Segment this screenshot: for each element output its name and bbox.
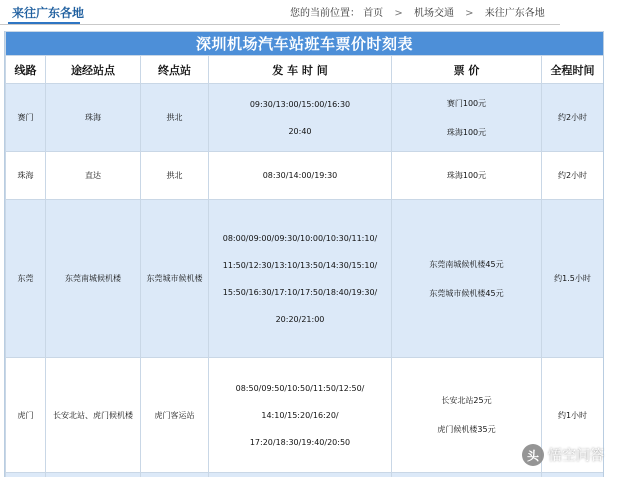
cell-terminal: 拱北 <box>141 152 209 200</box>
cell-prices <box>392 358 542 473</box>
time-line: 20:40 <box>288 126 312 136</box>
time-line: 09:30/13:00/15:00/16:30 <box>249 99 351 109</box>
time-line: 11:50/12:30/13:10/13:50/14:30/15:10/ <box>222 260 378 270</box>
time-line: 14:10/15:20/16:20/ <box>261 410 339 420</box>
watermark <box>522 441 640 469</box>
cell-prices <box>392 84 542 152</box>
cell-times <box>209 358 392 473</box>
table-title-row <box>6 32 604 56</box>
price-line: 东莞南城候机楼45元 <box>429 259 504 269</box>
breadcrumb-prefix: 您的当前位置： <box>290 8 360 19</box>
price-line: 赛门100元 <box>446 98 487 108</box>
time-line: 08:30/14:00/19:30 <box>262 171 338 180</box>
cell-line: 虎门 <box>6 358 46 473</box>
header-divider <box>0 24 560 25</box>
table-row <box>6 473 604 477</box>
cell-line: 东莞 <box>6 200 46 358</box>
price-line: 长安北站25元 <box>441 396 492 405</box>
cell-times <box>209 200 392 358</box>
section-title[interactable]: 来往广东各地 <box>12 6 85 20</box>
cell-line: 珠海 <box>6 152 46 200</box>
cell-via: 直达 <box>46 152 141 200</box>
table-row <box>6 358 604 473</box>
cell-times <box>209 152 392 200</box>
time-line <box>209 118 391 127</box>
cell-via: 长安北站、虎门候机楼 <box>46 358 141 473</box>
cell-terminal: 虎门客运站 <box>141 358 209 473</box>
price-line: 珠海100元 <box>446 127 487 137</box>
chevron-right-icon: > <box>465 8 474 19</box>
table-header-row <box>6 56 604 84</box>
watermark-label: 悟空问答 <box>548 448 604 464</box>
time-line <box>209 109 391 118</box>
cell-terminal: 拱北 <box>141 84 209 152</box>
breadcrumb-home-link[interactable]: 首页 <box>363 8 384 19</box>
cell-times <box>209 84 392 152</box>
cell-terminal: 东莞城市候机楼 <box>141 200 209 358</box>
schedule-table <box>5 31 604 477</box>
breadcrumb-guangdong-link[interactable]: 来往广东各地 <box>484 8 545 19</box>
header-terminal: 终点站 <box>141 56 209 84</box>
cell-via: 珠海 <box>46 84 141 152</box>
table-row <box>6 152 604 200</box>
header-line: 线路 <box>6 56 46 84</box>
breadcrumb <box>290 4 545 19</box>
header-via: 途经站点 <box>46 56 141 84</box>
cell-duration: 约1.5小时 <box>542 200 604 358</box>
cell-via: 东莞南城候机楼 <box>46 200 141 358</box>
price-line: 珠海100元 <box>446 171 487 180</box>
cell-line: 赛门 <box>6 84 46 152</box>
price-line: 东莞城市候机楼45元 <box>429 288 504 298</box>
chevron-right-icon: > <box>394 8 403 19</box>
table-row <box>6 84 604 152</box>
time-line: 08:00/09:00/09:30/10:00/10:30/11:10/ <box>222 233 378 243</box>
header-duration: 全程时间 <box>542 56 604 84</box>
time-line: 20:20/21:00 <box>275 314 325 324</box>
wukong-logo-icon: 头 <box>522 444 544 466</box>
breadcrumb-airport-transport-link[interactable]: 机场交通 <box>413 8 454 19</box>
table-title: 深圳机场汽车站班车票价时刻表 <box>6 32 604 56</box>
header-departure-times: 发 车 时 间 <box>209 56 392 84</box>
schedule-table-container <box>4 31 604 477</box>
time-line: 15:50/16:30/17:10/17:50/18:40/19:30/ <box>222 287 378 297</box>
cell-duration: 约1小时 <box>542 358 604 473</box>
top-bar <box>0 0 640 26</box>
cell-prices <box>392 200 542 358</box>
cell-duration: 约2小时 <box>542 84 604 152</box>
time-line: 08:50/09:50/10:50/11:50/12:50/ <box>235 383 365 393</box>
table-row <box>6 200 604 358</box>
price-line: 虎门候机楼35元 <box>437 425 496 434</box>
cell-duration: 约2小时 <box>542 152 604 200</box>
cell-prices <box>392 152 542 200</box>
time-line: 17:20/18:30/19:40/20:50 <box>249 437 351 447</box>
header-fare: 票 价 <box>392 56 542 84</box>
